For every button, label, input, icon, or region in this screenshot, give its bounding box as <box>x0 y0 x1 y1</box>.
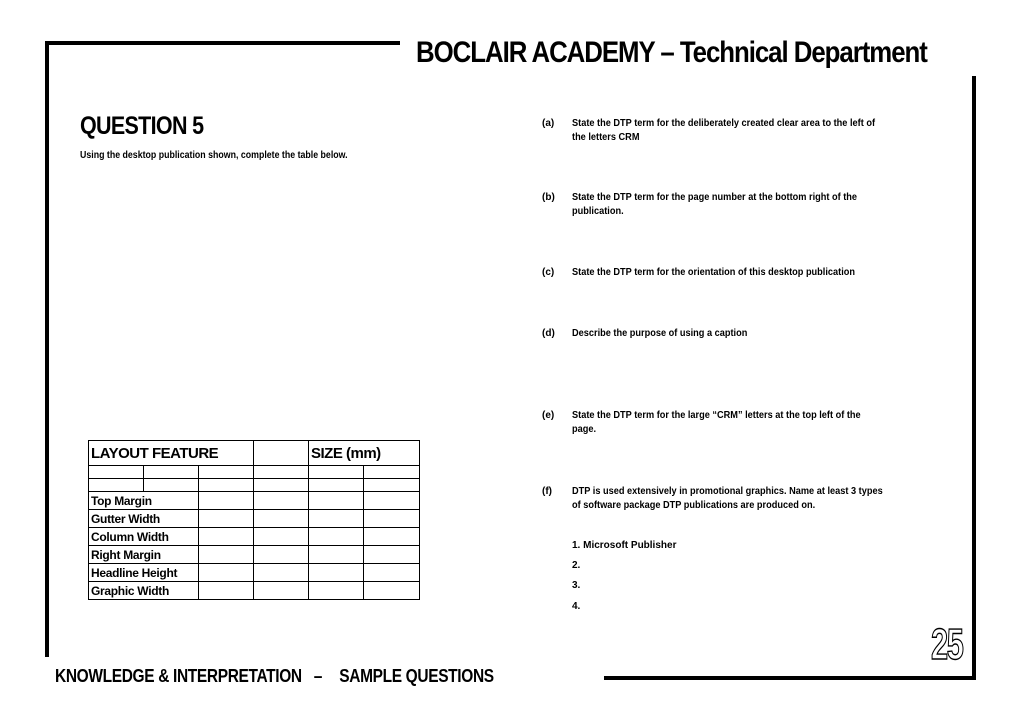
footer-right-text: SAMPLE QUESTIONS <box>339 666 494 686</box>
row-label-top-margin: Top Margin <box>89 492 199 510</box>
table-cell[interactable] <box>254 528 309 546</box>
frame-bottom-rule <box>604 676 976 680</box>
question-text: State the DTP term for the large “CRM” letters at the top left of the page. <box>572 410 861 435</box>
layout-feature-table <box>88 440 420 600</box>
table-cell <box>254 479 309 492</box>
question-text: State the DTP term for the deliberately created clear area to the left of the letters CRM <box>572 118 876 143</box>
table-cell <box>89 479 144 492</box>
table-cell[interactable] <box>309 528 364 546</box>
question-letter: (a) <box>542 118 555 129</box>
table-row <box>89 510 420 528</box>
table-cell[interactable] <box>364 528 420 546</box>
table-cell <box>364 466 420 479</box>
frame-right-rule <box>972 76 976 680</box>
answer-line-4: 4. <box>572 601 581 612</box>
row-label-column-width: Column Width <box>89 528 199 546</box>
footer-left-text: KNOWLEDGE & INTERPRETATION <box>55 666 302 686</box>
question-text: State the DTP term for the orientation of this desktop publication <box>572 267 856 278</box>
question-f <box>542 485 887 513</box>
table-cell <box>254 441 309 466</box>
page-header-title: BOCLAIR ACADEMY – Technical Department <box>416 36 927 69</box>
table-cell[interactable] <box>364 510 420 528</box>
question-letter: (e) <box>542 410 555 421</box>
question-b <box>542 191 887 219</box>
table-cell <box>254 466 309 479</box>
table-cell[interactable] <box>364 546 420 564</box>
table-cell[interactable] <box>309 510 364 528</box>
header-size: SIZE (mm) <box>309 441 420 466</box>
table-cell[interactable] <box>199 564 254 582</box>
table-row <box>89 564 420 582</box>
table-blank-row <box>89 479 420 492</box>
frame-left-rule <box>45 41 49 657</box>
table-cell[interactable] <box>199 510 254 528</box>
question-instruction: Using the desktop publication shown, complete the table below. <box>80 150 348 161</box>
table-cell[interactable] <box>254 492 309 510</box>
question-letter: (d) <box>542 328 555 339</box>
answer-line-3: 3. <box>572 580 581 591</box>
table-row <box>89 582 420 600</box>
table-cell <box>89 466 144 479</box>
table-cell <box>199 479 254 492</box>
table-header-row <box>89 441 420 466</box>
question-title: QUESTION 5 <box>80 112 204 140</box>
question-letter: (f) <box>542 486 552 497</box>
footer <box>55 666 494 687</box>
row-label-gutter-width: Gutter Width <box>89 510 199 528</box>
table-blank-row <box>89 466 420 479</box>
frame-top-rule <box>45 41 400 45</box>
table-cell[interactable] <box>364 492 420 510</box>
table-cell[interactable] <box>309 492 364 510</box>
table-cell <box>199 466 254 479</box>
table-row <box>89 528 420 546</box>
row-label-graphic-width: Graphic Width <box>89 582 199 600</box>
question-a <box>542 117 887 145</box>
table-cell[interactable] <box>309 582 364 600</box>
table-row <box>89 546 420 564</box>
table-cell[interactable] <box>254 564 309 582</box>
table-cell <box>309 466 364 479</box>
question-letter: (c) <box>542 267 555 278</box>
table-cell[interactable] <box>309 546 364 564</box>
table-cell <box>144 479 199 492</box>
question-c <box>542 266 887 280</box>
table-cell[interactable] <box>309 564 364 582</box>
answer-line-2: 2. <box>572 560 581 571</box>
question-text: DTP is used extensively in promotional graphics. Name at least 3 types of software package DTP publications are produced on. <box>572 486 883 511</box>
row-label-right-margin: Right Margin <box>89 546 199 564</box>
table-cell[interactable] <box>364 582 420 600</box>
table-cell <box>309 479 364 492</box>
table-cell <box>364 479 420 492</box>
table-cell[interactable] <box>254 510 309 528</box>
answer-line-1: 1. Microsoft Publisher <box>572 540 677 551</box>
table-cell[interactable] <box>199 546 254 564</box>
question-d <box>542 327 887 341</box>
table-cell[interactable] <box>254 582 309 600</box>
table-cell[interactable] <box>199 582 254 600</box>
question-letter: (b) <box>542 192 555 203</box>
footer-dash: – <box>313 666 323 686</box>
table-cell[interactable] <box>254 546 309 564</box>
table-row <box>89 492 420 510</box>
page-number: 25 <box>931 620 963 669</box>
question-e <box>542 409 887 437</box>
question-text: Describe the purpose of using a caption <box>572 328 748 339</box>
table-cell[interactable] <box>199 492 254 510</box>
row-label-headline-height: Headline Height <box>89 564 199 582</box>
table-cell <box>144 466 199 479</box>
table-cell[interactable] <box>364 564 420 582</box>
table-cell[interactable] <box>199 528 254 546</box>
header-layout-feature: LAYOUT FEATURE <box>89 441 254 466</box>
question-text: State the DTP term for the page number at the bottom right of the publication. <box>572 192 858 217</box>
